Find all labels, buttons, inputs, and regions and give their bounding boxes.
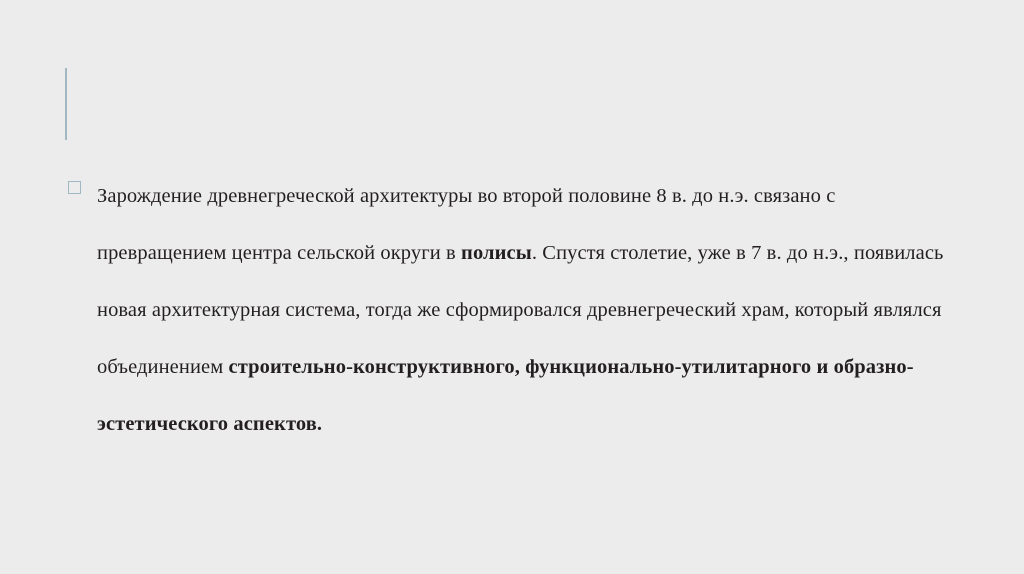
list-item (68, 168, 958, 453)
slide-body (68, 168, 958, 453)
slide-title (80, 62, 940, 142)
body-paragraph (97, 168, 958, 453)
body-text-bold-run: полисы (461, 242, 532, 264)
body-text-bold-run: строительно-конструктивного, функционально-утилитарного и образно-эстетического аспектов. (97, 356, 914, 435)
empty-square-bullet-icon (68, 181, 81, 194)
body-text-run: . Спустя столетие, уже в 7 в. до н.э., появилась новая архитектурная система, тогда же сформировался древнегреческий храм, который являлся объединением (97, 242, 944, 378)
body-text-run: Зарождение древнегреческой архитектуры во второй половине 8 в. до н.э. связано с превращением центра сельской округи в (97, 185, 836, 264)
title-accent-rule (65, 68, 67, 140)
